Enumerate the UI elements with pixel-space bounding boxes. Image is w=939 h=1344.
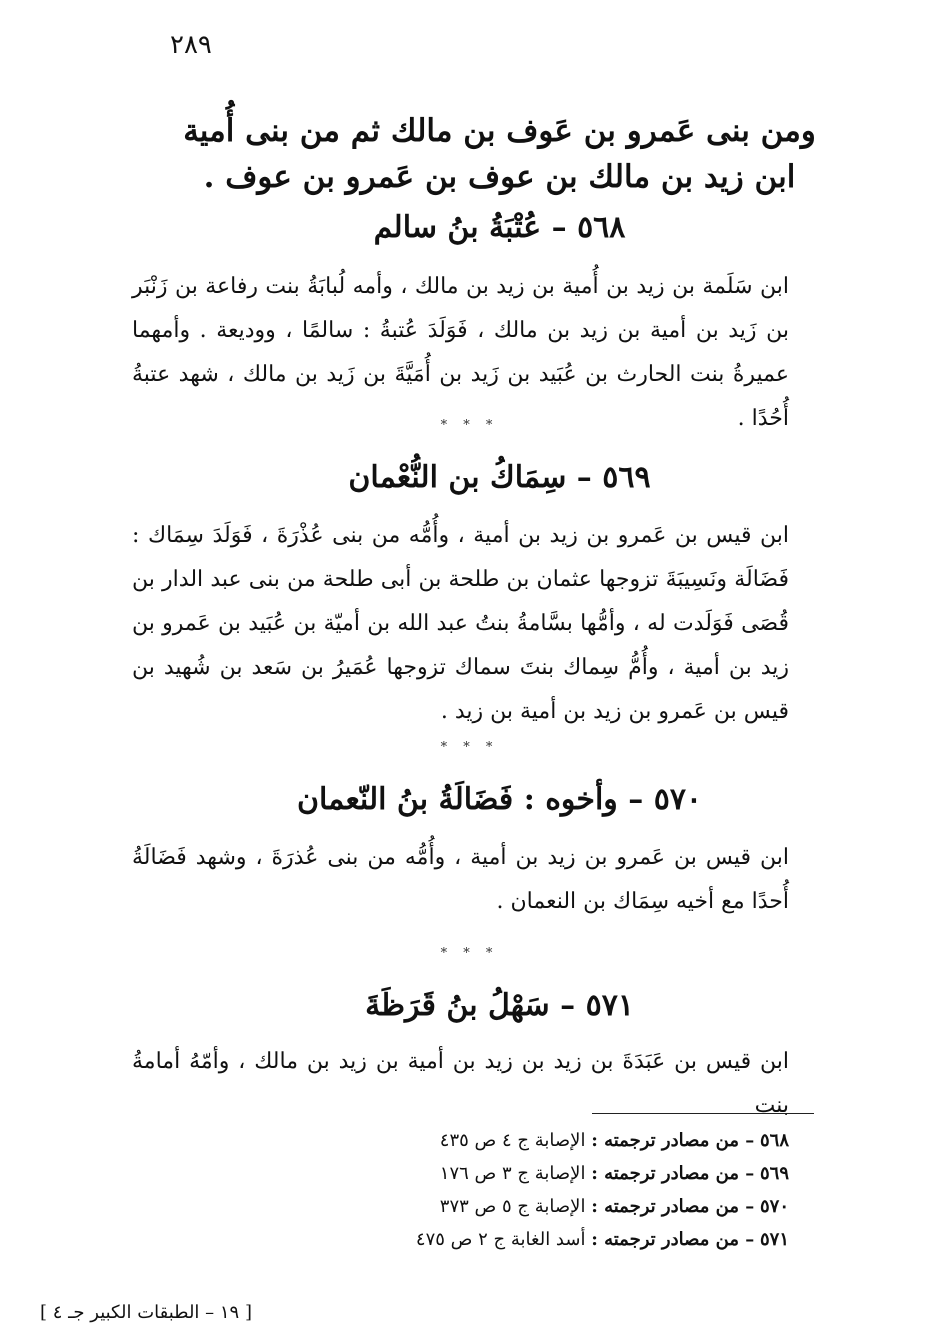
entry-text-569: ابن قيس بن عَمرو بن زيد بن أمية ، وأُمُّه من بنى عُذْرَةَ ، فَوَلَدَ سِمَاك : فَضَالَة ونَسِيبَةَ تزوجها عثمان بن طلحة بن أبى طلحة من بنى عبد الدار بن قُصَى فَوَلَدت له ، وأمُّها بسَّامةُ بنتُ عبد الله بن أميّة بن عُبَيد بن عَمرو بن زيد بن أمية ، وأُمُّ سِماك بنتَ سماك تزوجها عُمَيرُ بن سَعد بن شُهيد بن قيس بن عَمرو بن زيد بن أمية بن زيد . (132, 523, 790, 724)
footnote-divider (592, 1113, 814, 1114)
footnote-source: أسد الغابة ج ٢ ص ٤٧٥ (415, 1229, 586, 1250)
footnote-569 (269, 1157, 789, 1190)
footnote-source: الإصابة ج ٥ ص ٣٧٣ (439, 1196, 586, 1217)
footnote-568 (269, 1124, 789, 1157)
entry-text-570: ابن قيس بن عَمرو بن زيد بن أمية ، وأُمُّه من بنى عُذرَةَ ، وشهد فَضَالَةُ أُحدًا مع أخيه سِمَاك بن النعمان . (132, 845, 789, 914)
section-heading-line-1: ومن بنى عَمرو بن عَوف بن مالك ثم من بنى أُمية (183, 113, 816, 149)
entry-dash: – (576, 460, 592, 495)
section-separator: * * * (440, 946, 499, 961)
footnote-number: ٥٦٨ (759, 1130, 789, 1151)
entry-title-569 (150, 460, 849, 495)
footnote-570 (269, 1190, 789, 1223)
section-heading-line-2: ابن زيد بن مالك بن عوف بن عَمرو بن عوف . (203, 159, 796, 195)
entry-name: سَهْلُ بنُ قَرَظَةَ (365, 988, 550, 1023)
entry-dash: – (560, 988, 576, 1023)
footnote-source: الإصابة ج ٤ ص ٤٣٥ (439, 1130, 586, 1151)
entry-name: وأخوه : فَضَالَةُ بنُ النّعمان (296, 782, 618, 817)
section-separator: * * * (440, 740, 499, 755)
entry-number: ٥٦٨ (577, 210, 626, 245)
section-heading (150, 108, 849, 200)
entry-dash: – (628, 782, 644, 817)
footnote-number: ٥٧١ (759, 1229, 789, 1250)
entry-text-571: ابن قيس بن عَبَدَةَ بن زيد بن زيد بن أمية بن زيد بن مالك ، وأمّهُ أمامةُ بنت (132, 1049, 789, 1118)
footnote-label: – من مصادر ترجمته : (591, 1196, 755, 1217)
entry-name: سِمَاكُ بن النُّعْمان (348, 460, 567, 495)
footnote-label: – من مصادر ترجمته : (591, 1163, 755, 1184)
entry-number: ٥٧١ (585, 988, 634, 1023)
entry-title-570 (150, 782, 849, 817)
entry-number: ٥٧٠ (653, 782, 703, 817)
page-number: ٢٨٩ (170, 30, 212, 60)
footnotes (269, 1124, 789, 1256)
footnote-label: – من مصادر ترجمته : (591, 1130, 755, 1151)
entry-number: ٥٦٩ (602, 460, 651, 495)
section-separator: * * * (440, 418, 499, 433)
entry-text-568: ابن سَلَمة بن زيد بن أُمية بن زيد بن مالك ، وأمه لُبابَةُ بنت رفاعة بن زَنْبَر بن زَيد بن أمية بن زيد بن مالك ، فَوَلَدَ عُتبةُ : سالمًا ، ووديعة . وأمهما عميرةُ بنت الحارث بن عُبَيد بن زَيد بن أُمَيَّةَ بن زَيد بن مالك ، شهد عتبةُ أُحُدًا . (132, 274, 789, 431)
footnote-number: ٥٦٩ (759, 1163, 789, 1184)
signature-mark: [ ١٩ – الطبقات الكبير جـ ٤ ] (40, 1302, 252, 1323)
footnote-number: ٥٧٠ (759, 1196, 789, 1217)
footnote-571 (269, 1223, 789, 1256)
entry-title-571 (150, 988, 849, 1023)
entry-dash: – (551, 210, 567, 245)
entry-title-568 (150, 210, 849, 245)
footnote-source: الإصابة ج ٣ ص ١٧٦ (439, 1163, 586, 1184)
entry-name: عُتْبَةُ بنُ سالم (373, 210, 542, 245)
footnote-label: – من مصادر ترجمته : (591, 1229, 755, 1250)
